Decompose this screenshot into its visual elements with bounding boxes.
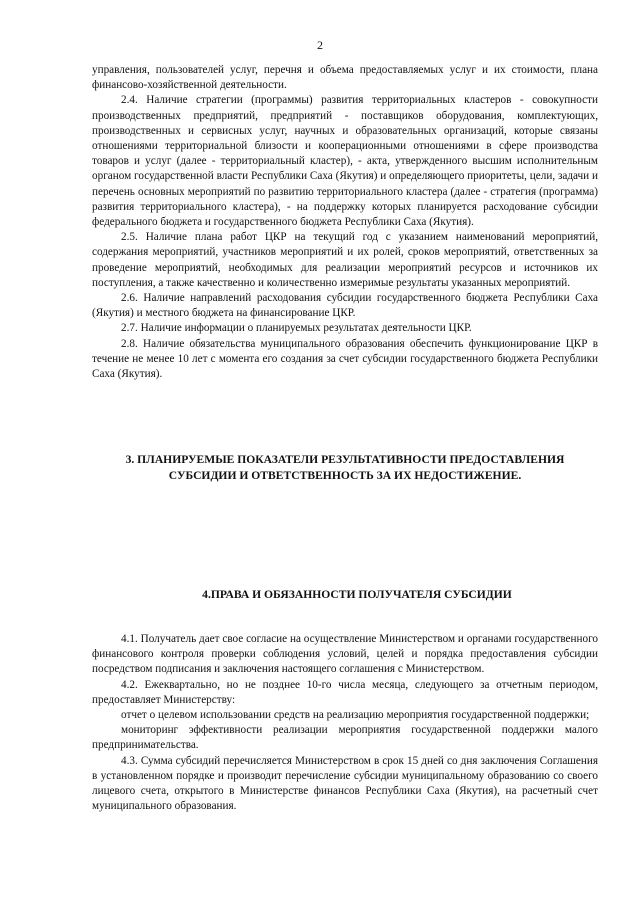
paragraph-4-2-item-report: отчет о целевом использовании средств на реализацию мероприятия государственной поддержки; [121, 709, 590, 722]
section-3-heading: 3. ПЛАНИРУЕМЫЕ ПОКАЗАТЕЛИ РЕЗУЛЬТАТИВНОСТИ ПРЕДОСТАВЛЕНИЯ СУБСИДИИ И ОТВЕТСТВЕННОСТЬ ЗА ИХ НЕДОСТИЖЕНИЕ. [125, 453, 565, 482]
paragraph-2-7: 2.7. Наличие информации о планируемых результатах деятельности ЦКР. [121, 322, 472, 335]
paragraph-2-4: 2.4. Наличие стратегии (программы) развития территориальных кластеров - совокупности производственных предприятий, предприятий - поставщиков оборудования, комплектующих, производственных и сервисных услуг, научных и образовательных организаций, которые связаны отношениями территориальной близости и кооперационными отношениями в сфере производства товаров и услуг (далее - территориальный кластер), - акта, утвержденного высшим исполнительным органом государственной власти Республики Саха (Якутия) и определяющего приоритеты, цели, задачи и перечень основных мероприятий по развитию территориального кластера (далее - стратегия (программа) развития территориального кластера), - на поддержку которых планируется расходование субсидии федерального бюджета и государственного бюджета Республики Саха (Якутия). [92, 94, 598, 229]
page-number: 2 [317, 38, 323, 52]
section-2-continuation [92, 63, 598, 382]
paragraph-4-1: 4.1. Получатель дает свое согласие на осуществление Министерством и органами государственного финансового контроля проверки соблюдения условий, целей и порядка предоставления субсидии посредством подписания и заключения настоящего соглашения с Министерством. [92, 633, 598, 676]
paragraph-2-6: 2.6. Наличие направлений расходования субсидии государственного бюджета Республики Саха (Якутия) и местного бюджета на финансирование ЦКР. [92, 292, 598, 320]
paragraph-2-8: 2.8. Наличие обязательства муниципального образования обеспечить функционирование ЦКР в течение не менее 10 лет с момента его создания за счет субсидии государственного бюджета Республики Саха (Якутия). [92, 337, 598, 381]
paragraph-2-5: 2.5. Наличие плана работ ЦКР на текущий год с указанием наименований мероприятий, содержания мероприятий, участников мероприятий и их ролей, сроков мероприятий, ответственных за проведение мероприятий, необходимых для реализации мероприятий ресурсов и источников их поступления, а также качественно и количественно измеримые результаты указанных мероприятий. [92, 231, 598, 289]
section-4-body [92, 632, 598, 814]
paragraph-4-2-item-monitoring: мониторинг эффективности реализации мероприятия государственной поддержки малого предпринимательства. [92, 724, 598, 752]
section-4-heading: 4.ПРАВА И ОБЯЗАННОСТИ ПОЛУЧАТЕЛЯ СУБСИДИИ [202, 588, 512, 601]
paragraph-2-3-continuation: управления, пользователей услуг, перечня и объема предоставляемых услуг и их стоимости, плана финансово-хозяйственной деятельности. [92, 64, 598, 92]
paragraph-4-2: 4.2. Ежеквартально, но не позднее 10-го числа месяца, следующего за отчетным периодом, предоставляет Министерству: [92, 678, 598, 706]
paragraph-4-3: 4.3. Сумма субсидий перечисляется Министерством в срок 15 дней со дня заключения Соглашения в установленном порядке и производит перечисление субсидии муниципальному образованию со своего лицевого счета, открытого в Министерстве финансов Республики Саха (Якутия), на расчетный счет муниципального образования. [92, 754, 598, 813]
